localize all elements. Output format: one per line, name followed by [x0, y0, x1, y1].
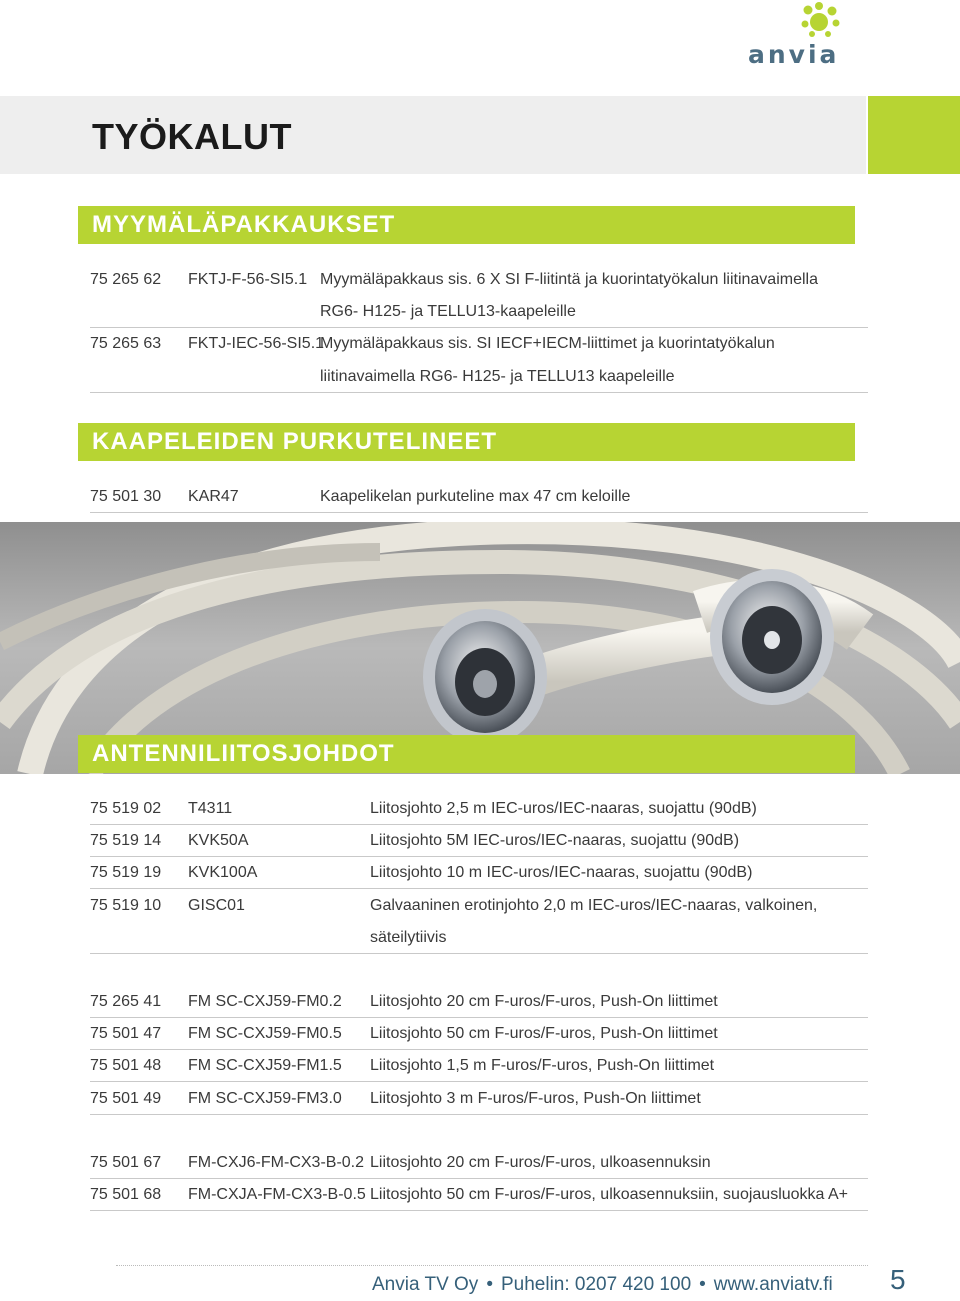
- product-code: 75 501 49: [90, 1090, 162, 1107]
- product-model: FM SC-CXJ59-FM3.0: [188, 1090, 342, 1107]
- product-description: Liitosjohto 50 cm F-uros/F-uros, Push-On liittimet: [370, 1025, 718, 1042]
- table-row: [90, 361, 868, 393]
- product-model: FM-CXJA-FM-CX3-B-0.5: [188, 1186, 366, 1203]
- product-code: 75 519 19: [90, 864, 162, 881]
- footer-company: Anvia TV Oy: [372, 1274, 479, 1295]
- product-code: 75 265 41: [90, 993, 162, 1010]
- product-model: T4311: [188, 800, 233, 817]
- product-code: 75 265 63: [90, 335, 162, 352]
- table-row: [90, 328, 868, 360]
- table-row: [90, 922, 868, 954]
- page-title: TYÖKALUT: [92, 116, 292, 157]
- product-description: Liitosjohto 2,5 m IEC-uros/IEC-naaras, suojattu (90dB): [370, 800, 757, 817]
- page-number: 5: [890, 1264, 906, 1295]
- product-model: KVK100A: [188, 864, 258, 881]
- product-model: KAR47: [188, 488, 239, 505]
- table-row: [90, 986, 868, 1018]
- product-description: Liitosjohto 3 m F-uros/F-uros, Push-On liittimet: [370, 1090, 701, 1107]
- product-model: FKTJ-IEC-56-SI5.1: [188, 335, 325, 352]
- product-code: 75 501 68: [90, 1186, 162, 1203]
- logo-wordmark: anvia: [748, 40, 840, 69]
- product-description: Myymäläpakkaus sis. SI IECF+IECM-liittimet ja kuorintatyökalun: [320, 335, 775, 352]
- product-description: Kaapelikelan purkuteline max 47 cm keloille: [320, 488, 631, 505]
- table-row: [90, 857, 868, 889]
- table-row: [90, 793, 868, 825]
- product-description: säteilytiivis: [370, 929, 447, 946]
- product-description: Liitosjohto 50 cm F-uros/F-uros, ulkoasennuksiin, suojausluokka A+: [370, 1186, 849, 1203]
- product-model: GISC01: [188, 897, 245, 914]
- footer-phone: Puhelin: 0207 420 100: [500, 1274, 692, 1295]
- product-code: 75 519 02: [90, 800, 162, 817]
- section-title-kaapeleiden-purkutelineet: KAAPELEIDEN PURKUTELINEET: [92, 428, 498, 455]
- product-description: RG6- H125- ja TELLU13-kaapeleille: [320, 303, 576, 320]
- product-model: FM SC-CXJ59-FM1.5: [188, 1057, 342, 1074]
- product-code: 75 501 47: [90, 1025, 162, 1042]
- product-description: Liitosjohto 20 cm F-uros/F-uros, ulkoasennuksin: [370, 1154, 711, 1171]
- footer-website-link[interactable]: www.anviatv.fi: [713, 1274, 833, 1295]
- product-model: FKTJ-F-56-SI5.1: [188, 271, 308, 288]
- product-model: FM-CXJ6-FM-CX3-B-0.2: [188, 1154, 365, 1171]
- footer-contact: [372, 1274, 833, 1296]
- product-code: 75 519 10: [90, 897, 162, 914]
- section-title-myymalapakkaukset: MYYMÄLÄPAKKAUKSET: [92, 211, 396, 238]
- table-row: [90, 1147, 868, 1179]
- footer-separator: •: [699, 1274, 706, 1295]
- product-code: 75 501 30: [90, 488, 162, 505]
- footer-separator: •: [486, 1274, 493, 1295]
- product-model: FM SC-CXJ59-FM0.2: [188, 993, 342, 1010]
- table-row: [90, 1179, 868, 1211]
- product-model: FM SC-CXJ59-FM0.5: [188, 1025, 342, 1042]
- table-row: [90, 825, 868, 857]
- product-code: 75 501 48: [90, 1057, 162, 1074]
- table-row: [90, 1050, 868, 1082]
- table-row: [90, 1083, 868, 1115]
- table-row: [90, 890, 868, 922]
- product-code: 75 519 14: [90, 832, 162, 849]
- product-description: Liitosjohto 1,5 m F-uros/F-uros, Push-On liittimet: [370, 1057, 715, 1074]
- product-description: Liitosjohto 5M IEC-uros/IEC-naaras, suojattu (90dB): [370, 832, 740, 849]
- table-row: [90, 1018, 868, 1050]
- table-row: [90, 296, 868, 328]
- product-description: Myymäläpakkaus sis. 6 X SI F-liitintä ja kuorintatyökalun liitinavaimella: [320, 271, 818, 288]
- product-model: KVK50A: [188, 832, 249, 849]
- product-description: Liitosjohto 20 cm F-uros/F-uros, Push-On liittimet: [370, 993, 718, 1010]
- product-description: Galvaaninen erotinjohto 2,0 m IEC-uros/IEC-naaras, valkoinen,: [370, 897, 818, 914]
- product-code: 75 501 67: [90, 1154, 162, 1171]
- table-row: [90, 481, 868, 513]
- product-description: liitinavaimella RG6- H125- ja TELLU13 kaapeleille: [320, 368, 675, 385]
- table-row: [90, 264, 868, 296]
- footer-divider: [116, 1265, 868, 1266]
- title-accent-block: [868, 96, 960, 174]
- product-code: 75 265 62: [90, 271, 162, 288]
- product-description: Liitosjohto 10 m IEC-uros/IEC-naaras, suojattu (90dB): [370, 864, 753, 881]
- section-title-antenniliitosjohdot: ANTENNILIITOSJOHDOT: [92, 740, 395, 767]
